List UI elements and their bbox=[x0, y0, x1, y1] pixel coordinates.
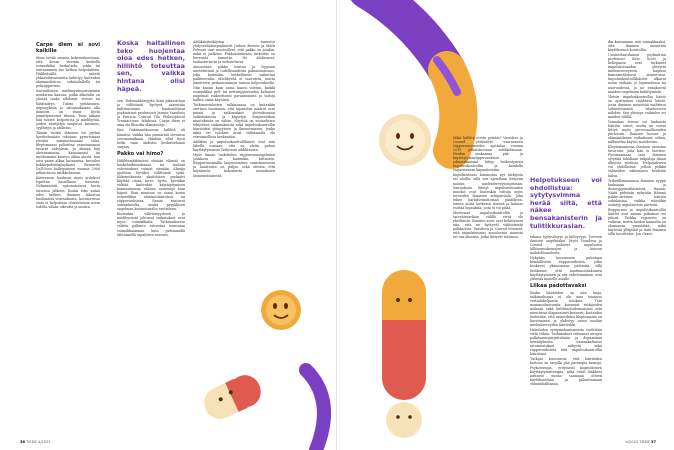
paragraph: Kleptomaniassa ihminen varastaa tavaroita, joita hän ei tarvitse. Pyromaniassa taas ihminen sytyttää tahallaan tulipaloja ilman ulkoista motiivia. Helpotukseen voi ehdollistua, jolloin pelkkä välineiden näkeminen herättää halun. bbox=[608, 145, 666, 178]
left-column-3 bbox=[193, 40, 275, 280]
folio-right bbox=[625, 440, 656, 444]
paragraph: Hiilihtemättömästi eletään elämää on laiskeharkinnitetaan tai trahnät vahvistukset voimat vienään. Ahmija ajoittain hyväksi välittömiä syitä. Kokemuksesta yksittäinen psykiatri käyttää omaa tarve, hyvin, hyvinkin välttää kuitenkin käyttäytymisen kannustimena välinen suurempi kuin häpeä. Ihan muutoin on sama kuten esimerkiksi ahmimishäiriössä tai riippuvuuksissa. Samat tuntuvat samanlaisilta, mutta psyykkisen ongelman kuvaustavalta erotteleen. bbox=[117, 158, 185, 212]
paragraph: Kun Onkimuutkosessa hiilihtä oli lainattu, vaikka hän ymmärtää olevansa sovinnonaikaan. Hänhän ollut hyvä hetki vaan ahdistui herkutteluaan sarjaan. bbox=[117, 128, 185, 149]
section-heading: Carpe diem ei sovi kaikille bbox=[36, 42, 100, 54]
left-column-2 bbox=[117, 40, 185, 442]
paragraph: Addiktio ja impulssikontrollihäiriö ovat niin lähellä toisiaan, että on alettu puhua käyttäytymiseen liittyvistä addiktioista. bbox=[193, 140, 275, 153]
section-heading: Pakko vai himo? bbox=[117, 150, 164, 157]
paragraph: Uusiseelantilainen psykiatrian professori Kate Scott ja kollegansa ovat tutkineet impulsiivisuuden yhteyttä mielenterveyteen laajassa kansainvälisessä aineistossa. Impulssikontrollihäiriöt alkavat usein varhain, jo lapsuudessa tai nuoruudessa, ja ne ennakoivat muiden ongelmien kehittymistä. bbox=[608, 53, 666, 94]
paragraph: Häiriöiden syntymekanismeista tiedetään vielä vähän. Tutkimukset viittaavat aivojen palkitsemisjärjestelmän ja dopamiinin merkitykseen. Samankaltaiset aivomuutokset näkyvät sekä riippuvuuksissa että impulssikontrollin häiriöissä. bbox=[530, 328, 602, 357]
right-column-3 bbox=[608, 40, 666, 442]
paragraph: Tutkimustulosten tulkinnassa on kuitenkin otettava huomioon, että tapausten määrät ovat pieniä ja tutkimukset yhteiskunnan vaikutuksesta ja käytetyn diagnostiikan muutoksista on vähän. Näyttöä on sosiaalisten tekijöiden vaikutuksesta sekä impulssikontrollin häiriöiden yleisyyteen ja ilmenemiseen, jonka takia eri tulokset eivät välttämättä ole verrannollisia keskenään. bbox=[193, 102, 275, 140]
paragraph: Ainoastaan pakko toistuu ja loppuun mietittävänä ja todellisuudessa pakonomaisuus, joka kuitenkin hetkellisesti vaikuttaa palkitsevalta. Mielihyvää ei saavuteta, mutta jännitteen purkautuminen tuntuu helpotukselta. Niin kauan kuin sama kaava toistuu, kaikki esimerkiksi peli- tai nettiriippuvuuden kaltaiset ongelmat vaikeuttavat parantumista ja taitoja hallita omaa käytöstä. bbox=[193, 65, 275, 102]
right-column-1 bbox=[453, 136, 523, 442]
round-face-pill-icon bbox=[261, 290, 301, 330]
paragraph: Trikotillomaniassa ihminen nyppii hiuksiaan ja ihonnyppimishäiriössä ihoaan. Näitä pidetään nykyään lähinnä pakko-oireisen häiriön sukulaisina, vaikka niissäkin esiintyy impulsiivisia piirteitä. bbox=[608, 178, 666, 207]
paragraph: Mikä hiilihtä otettu pettäät? Vassileva ja Conrod yhdistävät vaaranneen riippuvuusoireiden ajattalua vuonna 2019 julkaistussaan artikkelissaan. Heidän mukaansa pää- ja käyttäytymisriippuvuuksien ydinmekanismi liittyy heikentyneen impulssikontrollin ja kaudalla varjaistavaan kapasiteettiin. bbox=[453, 136, 523, 173]
purple-ring-icon bbox=[306, 370, 324, 450]
issue-number: 4/2023 bbox=[37, 440, 51, 444]
right-column-2 bbox=[530, 177, 602, 442]
paragraph: Kieteeseen kuuluvat myös yritykset lopettaa haitallinen toiminta. Nekaranevät epäonnistuvat kerta toisensa jälkeen. Koska teko antaa edes hetken, ihminen takertuu huolimatta seurauksista, kovatorrosio enää ei helpottaisi olosuhteisiin usein todella vähän oikeutta ja muista. bbox=[36, 176, 100, 209]
page-number: 37 bbox=[650, 440, 656, 444]
paragraph: sen. Todennäköisyyttä lisää pikavoittoja ja välittömät hyötyvä saavuttaa kulttuurimme, huomauttavat psykiatriset professorit Jasmin Vassileva ja Patricia Conrod The Philosophical Transactions -lehdessä. Carpe diem ei aina ole filosofia elämänohje. bbox=[117, 99, 185, 128]
paragraph: Koska häiriöiden on niin laaja, tutkimuksissa ei ole aina toisiinsa vertailukelpoisia tuloksia. Tätä monimutkaisuutta kuvaavat tutkijoiden mukaan sekä kulttuurisidonnaisuus että muuttuvat diagnostiset kriteerit. Kuitenkin tiedetään, että esimerkiksi kleptomania on harvinainen ja yhdistyy usein muihin mielenterveyden häiriöihin. bbox=[530, 290, 602, 328]
paragraph: Kuitenkin välittömyydestä ja mielihyvästä johtuvat vaikutukset ovat myös voimakkaita. Tutkimuksessa välitön palkinto vahvistaa toimintaa voimakkaammin kuin pidemmällä tähtäimellä tapahtuva seuraus. bbox=[117, 212, 185, 237]
pull-quote: Koska haitallinen teko huojentaa oloa edes hetken, hiilihtö toteuttaa sen, vaikka hintana olisi häpeä. bbox=[117, 40, 185, 93]
page-number: 36 bbox=[20, 440, 26, 444]
folio-left bbox=[20, 440, 51, 444]
left-column-1 bbox=[36, 40, 100, 442]
paragraph: Riippuvuus ja impulssikontrollin häiriöt ovat saman jatkumon eri päissä. Tarkka rajanveto on vaikeaa, mutta hoidon kannalta on olennaista ymmärtää, mikä käytöstä ylläpitää ja mitä ihminen sillä tavoittelee. Jon Grant. bbox=[608, 207, 666, 237]
right-page bbox=[337, 0, 674, 450]
paragraph: Murtumat impulssikontrollin ja tarvehierarkian välillä eivät ole yksittäisiä. Ihmisen aivot ovat kehittyneet niin, että ne hyötyvät välittömistä palkkioista. Vassileva ja Conrod toteavat, että impulsiivisuus muodostuu monista eri osa-alueista, jotka liittyvät toisiinsa. bbox=[453, 210, 523, 240]
section-heading: Liikaa padottavaksi bbox=[530, 282, 587, 289]
orange-pill-face-icon bbox=[386, 402, 422, 438]
pill-illustration-left bbox=[186, 290, 336, 450]
pull-quote: Helpotukseen voi ehdollistua: sytytysvimma herää siitä, että näkee bensakanisterin ja tulitikkurasian. bbox=[530, 177, 602, 230]
paragraph: Addiktioitutkijoina tunnetut yhdysvaltalaispsykiatrit Judson Brewer ja Mark Potenza ovat muotoilleet, että pakko on jotakin, mikä ei palkitse. Pakkotoiminnan tarkoitus on lieventää tunnetta. Ne ahdistavat, tuskastuttavat ja turhauttavat. bbox=[193, 40, 275, 65]
paragraph: Yleisin impulssikontrollin häiriö on ajoittainen räjähtävä häiriö, jossa ihminen menettää malttinsa suhteettomasti tilanteeseen nähden. Sen yleisyys vaihtelee eri maiden välillä. bbox=[608, 94, 666, 119]
tall-capsule-icon bbox=[382, 270, 426, 400]
paragraph: Tutkijat korostavat, että häiriöiden hoitoon on tarjolla yhä parempia keinoja. Psykoterapia, erityisesti kognitiivinen käyttäytymisterapia, sekä eräät lääkkeet auttavat monia saamaan otteen käytöksestään ja palauttamaan elämänhallinnan. bbox=[530, 357, 602, 386]
magazine-name: TIEDE bbox=[639, 440, 650, 444]
paragraph: Myös tämän luokittelun riippuvuusongelmien joukkoon on kuitenkin kritisoitu. Riippuvuusmallin laajentamisen onnistumisesta ja haasteista on paljon sekä ideoita että käytännön kokemusta sairauksien täsmentämisestä. bbox=[193, 153, 275, 178]
paragraph: Tämän vuoksi ihminen voi pyrkiä hyvittelemään tekoaan: pyrorismaat rientää sammuttaasaan valoi, kleptomaani palauttaa varastamansa tavarat väävyksin, ja ahmija käy oksentamassa. Keinoimaisi tai myöhemmin kierros alkaa alusta, kun uusi paine alkaa kasaantua, kuvailee kokkiepidemiapsykiatri Bernardo Dell'Osso kollegoineen vuonna 2006 julkaistussa artikkelissaan. bbox=[36, 130, 100, 176]
magazine-name: TIEDE bbox=[26, 440, 37, 444]
paragraph: Nykyään harvemmin puhutaan kemiallisista riippuvuuksista, jotka koskevat yksinomaan päihteitä, sillä tiedämme, että nautinnonhakuinen käyttäytyminen ja sen vahvistuminen ovat yhteisiä monelle asialle. bbox=[530, 256, 602, 281]
capsule-pill-icon bbox=[199, 370, 266, 424]
issue-number: 4/2023 bbox=[625, 440, 639, 444]
paragraph: takana tyytyväisyys ja kiihtyvyys. Terveen ihmisen ongelmaksi. Myös Vassileva ja Conrod puhuvat impulssien hillitsemiskeinojen ja kasvun mahdollisuudesta. bbox=[530, 235, 602, 256]
smiling-pill-icon bbox=[379, 114, 431, 166]
paragraph: Voimakas stressi voi laukaista häiriön oireet, mutta ne voivat liittyä myös persoonallisuuden piirteisiin. Ihmisen luonne ja elämäntilanne vaikuttavat siihen, millaiseksi käytös muodostuu. bbox=[608, 119, 666, 145]
paragraph: Moni tietää omasta kokemuksestaan, että kovan stressin keskellä esimerkiksi herkuttelu, sekki tai tontaaminen tuo hetken helpotuksen. Hiilihtävällä niitetä yhkaruttavaisuutta kehittyy kuitenkin ahmimishöiros, sekstailullellä tai peliriippuvuus. bbox=[36, 56, 100, 89]
paragraph: din kasvamaan niin voimakkaaksi, että ihminen menettää käytöksensä kontrollin. bbox=[608, 40, 666, 53]
paragraph: Impulsiivisuus kiinnostaa nyt tutkijoita eri aloilla, sillä sen ajatellaan liittyvän moniin mielenterveysongelmiin. Sairauksiin liitetyt impulsiivisuuden muodot ovat kuitenkin tuttuja myös terveiden ihmisten arkipäivästä. Joku tekee harkitsemattoman päätöksen, toinen nolaa hetkessä itsensä ja kolmas esittää lupauksia, joita ei voi pitää. bbox=[453, 173, 523, 210]
paragraph: Sairaalloisen mielitnyvmuurtuminen noudattaa kaavaa, jonka alkutulta on yhessä taaka alhdsnut, stressi tai hätätaiteys. Tuleni yyttäminen, nüpisyyksiin ja näivpuuksiaan alla ihminen on ensin hyvin jännittymeessä tilassa. Teon aikana hän tuntee helpotusta ja mielihyvää, joiden väistyttyä saapuvat katumus, syyllisyys ja ahdistus. bbox=[36, 89, 100, 130]
